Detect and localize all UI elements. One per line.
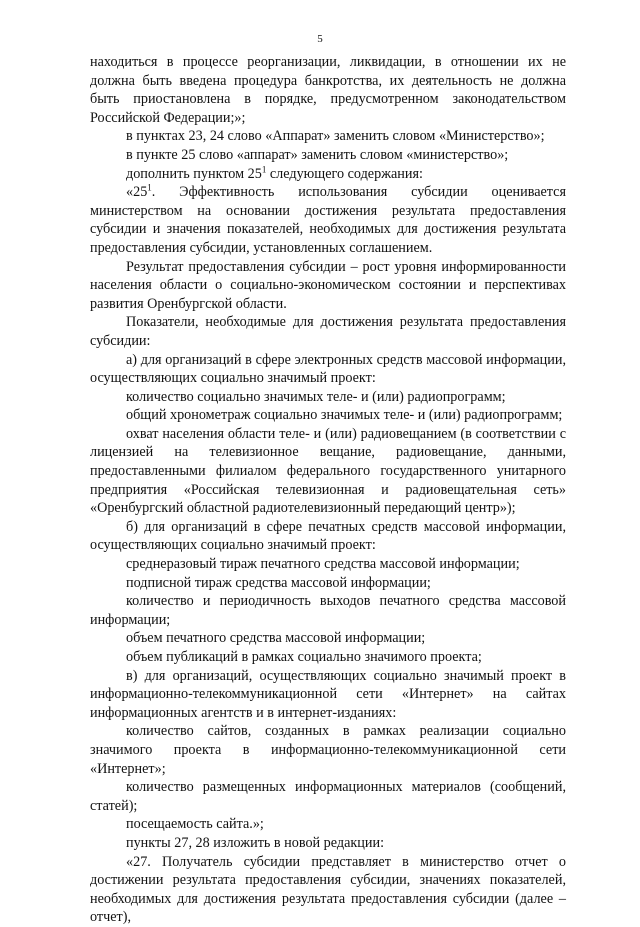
paragraph: Результат предоставления субсидии – рост уровня информированности населения области о социально-экономическом состоянии и перспективах развития Оренбургской области. [90,258,566,312]
paragraph: Показатели, необходимые для достижения результата предоставления субсидии: [90,314,566,349]
paragraph: в) для организаций, осуществляющих социально значимый проект в информационно-телекоммуникационной сети «Интернет» на сайтах информационных агентств и в интернет-изданиях: [90,667,566,721]
paragraph: в пунктах 23, 24 слово «Аппарат» заменить словом «Министерство»; [126,128,545,145]
document-body [90,53,566,927]
paragraph: количество сайтов, созданных в рамках реализации социально значимого проекта в информационно-телекоммуникационной сети «Интернет»; [90,723,566,777]
paragraph: в пункте 25 слово «аппарат» заменить словом «министерство»; [126,146,509,163]
paragraph: объем печатного средства массовой информации; [126,630,426,647]
paragraph: количество и периодичность выходов печатного средства массовой информации; [90,593,566,628]
page-number: 5 [317,33,323,45]
paragraph: дополнить пунктом $25^1$ следующего содержания: [126,163,423,182]
paragraph: среднеразовый тираж печатного средства массовой информации; [126,556,520,573]
paragraph: «$25^1$. Эффективность использования субсидии оценивается министерством на основании достижения результата предоставления субсидии и значения показателей, необходимых для достижения результата предоставления субсидии, установленных соглашением. [90,182,566,256]
paragraph: находиться в процессе реорганизации, ликвидации, в отношении их не должна быть введена процедура банкротства, их деятельность не должна быть приостановлена в порядке, предусмотренном законодательством Российской Федерации;»; [90,54,566,126]
paragraph: охват населения области теле- и (или) радиовещанием (в соответствии с лицензией на телевизионное вещание, радиовещание, данными, предоставленными филиалом федерального государственного унитарного предприятия «Российская телевизионная и радиовещательная сеть» «Оренбургский областной радиотелевизионный передающий центр»); [90,425,566,517]
paragraph: объем публикаций в рамках социально значимого проекта; [126,649,482,665]
paragraph: «27. Получатель субсидии представляет в министерство отчет о достижении результата предоставления субсидии, значениях показателей, необходимых для достижения результата предоставления субсидии (далее – отчет), [90,853,566,926]
paragraph: б) для организаций в сфере печатных средств массовой информации, осуществляющих социально значимый проект: [90,518,566,554]
paragraph: подписной тираж средства массовой информации; [126,574,431,591]
paragraph: количество социально значимых теле- и (или) радиопрограмм; [126,388,506,405]
paragraph: общий хронометраж социально значимых теле- и (или) радиопрограмм; [126,407,563,424]
paragraph: количество размещенных информационных материалов (сообщений, статей); [90,779,566,814]
paragraph: а) для организаций в сфере электронных средств массовой информации, осуществляющих социально значимый проект: [90,351,566,387]
paragraph: пункты 27, 28 изложить в новой редакции: [126,834,385,851]
paragraph: посещаемость сайта.»; [126,816,264,833]
